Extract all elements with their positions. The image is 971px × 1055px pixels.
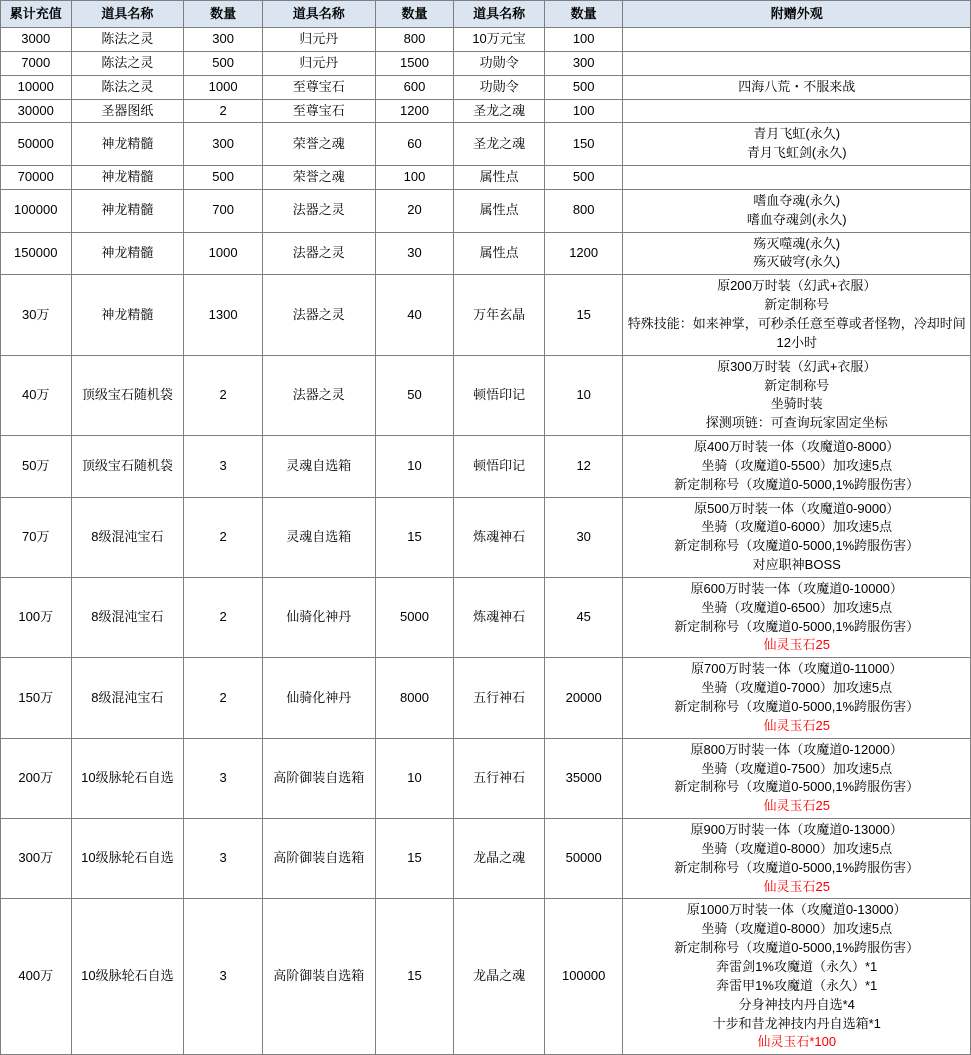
item-name-cell-3: 圣龙之魂 xyxy=(454,123,545,166)
bonus-line: 原1000万时装一体（攻魔道0-13000） xyxy=(686,902,907,918)
amount-cell: 150万 xyxy=(1,658,72,738)
quantity-cell-1: 2 xyxy=(184,497,263,577)
table-row xyxy=(1,738,971,818)
bonus-appearance-cell xyxy=(623,899,971,1055)
item-name-cell-3: 龙晶之魂 xyxy=(454,819,545,899)
table-body xyxy=(1,28,971,1055)
amount-cell: 100000 xyxy=(1,189,72,232)
item-name-cell-3: 五行神石 xyxy=(454,658,545,738)
bonus-line: 原900万时装一体（攻魔道0-13000） xyxy=(690,822,903,838)
bonus-line: 原200万时装（幻武+衣服） xyxy=(717,278,877,294)
item-name-cell-1: 8级混沌宝石 xyxy=(71,497,184,577)
item-name-cell-3: 龙晶之魂 xyxy=(454,899,545,1055)
quantity-cell-3: 800 xyxy=(544,189,623,232)
table-header xyxy=(1,1,971,28)
column-header-qty3: 数量 xyxy=(544,1,623,28)
item-name-cell-2: 荣誉之魂 xyxy=(262,123,375,166)
item-name-cell-1: 顶级宝石随机袋 xyxy=(71,436,184,498)
bonus-line: 坐骑（攻魔道0-7000）加攻速5点 xyxy=(701,680,893,696)
quantity-cell-1: 3 xyxy=(184,436,263,498)
quantity-cell-3: 100 xyxy=(544,28,623,52)
bonus-appearance-cell xyxy=(623,658,971,738)
bonus-line: 坐骑（攻魔道0-8000）加攻速5点 xyxy=(701,921,893,937)
bonus-appearance-cell xyxy=(623,497,971,577)
item-name-cell-3: 属性点 xyxy=(454,232,545,275)
bonus-line: 坐骑（攻魔道0-7500）加攻速5点 xyxy=(701,760,893,776)
amount-cell: 70万 xyxy=(1,497,72,577)
item-name-cell-3: 顿悟印记 xyxy=(454,436,545,498)
bonus-line: 坐骑（攻魔道0-8000）加攻速5点 xyxy=(701,840,893,856)
bonus-appearance-cell xyxy=(623,355,971,435)
table-row xyxy=(1,166,971,190)
item-name-cell-3: 属性点 xyxy=(454,166,545,190)
column-header-bonus: 附赠外观 xyxy=(623,1,971,28)
table-row xyxy=(1,75,971,99)
amount-cell: 150000 xyxy=(1,232,72,275)
quantity-cell-3: 45 xyxy=(544,577,623,657)
item-name-cell-1: 神龙精髓 xyxy=(71,232,184,275)
column-header-item2: 道具名称 xyxy=(262,1,375,28)
bonus-line: 青月飞虹(永久) xyxy=(753,126,841,142)
item-name-cell-2: 法器之灵 xyxy=(262,275,375,355)
quantity-cell-3: 100 xyxy=(544,99,623,123)
quantity-cell-2: 60 xyxy=(375,123,454,166)
bonus-appearance-cell xyxy=(623,166,971,190)
item-name-cell-1: 神龙精髓 xyxy=(71,275,184,355)
bonus-line-highlight: 仙灵玉石25 xyxy=(763,798,830,814)
bonus-line: 新定制称号 xyxy=(764,297,830,313)
bonus-appearance-cell xyxy=(623,75,971,99)
quantity-cell-3: 35000 xyxy=(544,738,623,818)
amount-cell: 200万 xyxy=(1,738,72,818)
quantity-cell-2: 10 xyxy=(375,436,454,498)
bonus-line: 对应职神BOSS xyxy=(752,557,841,573)
quantity-cell-1: 3 xyxy=(184,899,263,1055)
item-name-cell-1: 8级混沌宝石 xyxy=(71,658,184,738)
item-name-cell-1: 10级脉轮石自选 xyxy=(71,899,184,1055)
item-name-cell-2: 归元丹 xyxy=(262,28,375,52)
quantity-cell-1: 500 xyxy=(184,51,263,75)
amount-cell: 40万 xyxy=(1,355,72,435)
quantity-cell-3: 12 xyxy=(544,436,623,498)
quantity-cell-2: 1500 xyxy=(375,51,454,75)
quantity-cell-2: 800 xyxy=(375,28,454,52)
bonus-appearance-cell xyxy=(623,436,971,498)
item-name-cell-1: 10级脉轮石自选 xyxy=(71,819,184,899)
bonus-line: 探测项链：可查询玩家固定坐标 xyxy=(705,415,888,431)
amount-cell: 100万 xyxy=(1,577,72,657)
quantity-cell-3: 150 xyxy=(544,123,623,166)
table-row xyxy=(1,355,971,435)
quantity-cell-1: 3 xyxy=(184,738,263,818)
amount-cell: 30万 xyxy=(1,275,72,355)
item-name-cell-3: 功勋令 xyxy=(454,75,545,99)
header-row xyxy=(1,1,971,28)
item-name-cell-1: 10级脉轮石自选 xyxy=(71,738,184,818)
bonus-line: 坐骑时装 xyxy=(770,396,823,412)
bonus-line: 新定制称号（攻魔道0-5000,1%跨服伤害） xyxy=(674,538,920,554)
item-name-cell-2: 灵魂自选箱 xyxy=(262,497,375,577)
quantity-cell-3: 1200 xyxy=(544,232,623,275)
quantity-cell-1: 2 xyxy=(184,99,263,123)
table-row xyxy=(1,819,971,899)
quantity-cell-1: 3 xyxy=(184,819,263,899)
bonus-appearance-cell xyxy=(623,99,971,123)
item-name-cell-3: 炼魂神石 xyxy=(454,577,545,657)
item-name-cell-2: 高阶御装自选箱 xyxy=(262,738,375,818)
item-name-cell-3: 五行神石 xyxy=(454,738,545,818)
bonus-line: 嗜血夺魂(永久) xyxy=(753,192,841,208)
item-name-cell-3: 属性点 xyxy=(454,189,545,232)
quantity-cell-1: 300 xyxy=(184,123,263,166)
table-row xyxy=(1,577,971,657)
quantity-cell-2: 600 xyxy=(375,75,454,99)
bonus-appearance-cell xyxy=(623,189,971,232)
quantity-cell-3: 500 xyxy=(544,75,623,99)
bonus-line: 嗜血夺魂剑(永久) xyxy=(746,211,847,227)
bonus-line: 分身神技内丹自选*4 xyxy=(738,996,855,1012)
item-name-cell-3: 10万元宝 xyxy=(454,28,545,52)
bonus-line: 坐骑（攻魔道0-6000）加攻速5点 xyxy=(701,519,893,535)
quantity-cell-1: 1000 xyxy=(184,232,263,275)
table-row xyxy=(1,123,971,166)
quantity-cell-2: 5000 xyxy=(375,577,454,657)
table-row xyxy=(1,28,971,52)
item-name-cell-2: 高阶御装自选箱 xyxy=(262,899,375,1055)
quantity-cell-2: 20 xyxy=(375,189,454,232)
quantity-cell-3: 20000 xyxy=(544,658,623,738)
item-name-cell-2: 至尊宝石 xyxy=(262,75,375,99)
bonus-appearance-cell xyxy=(623,123,971,166)
quantity-cell-2: 15 xyxy=(375,899,454,1055)
quantity-cell-3: 15 xyxy=(544,275,623,355)
item-name-cell-3: 功勋令 xyxy=(454,51,545,75)
column-header-amount: 累计充值 xyxy=(1,1,72,28)
quantity-cell-1: 2 xyxy=(184,658,263,738)
item-name-cell-2: 灵魂自选箱 xyxy=(262,436,375,498)
bonus-line: 新定制称号（攻魔道0-5000,1%跨服伤害） xyxy=(674,618,920,634)
item-name-cell-3: 炼魂神石 xyxy=(454,497,545,577)
item-name-cell-3: 万年玄晶 xyxy=(454,275,545,355)
quantity-cell-1: 2 xyxy=(184,577,263,657)
bonus-line-highlight: 仙灵玉石25 xyxy=(763,637,830,653)
bonus-line: 四海八荒・不服来战 xyxy=(738,78,856,94)
table-row xyxy=(1,232,971,275)
table-row xyxy=(1,275,971,355)
bonus-line: 新定制称号（攻魔道0-5000,1%跨服伤害） xyxy=(674,940,920,956)
bonus-line: 奔雷剑1%攻魔道（永久）*1 xyxy=(716,958,878,974)
quantity-cell-3: 300 xyxy=(544,51,623,75)
amount-cell: 400万 xyxy=(1,899,72,1055)
quantity-cell-1: 2 xyxy=(184,355,263,435)
amount-cell: 70000 xyxy=(1,166,72,190)
table-row xyxy=(1,658,971,738)
bonus-line: 奔雷甲1%攻魔道（永久）*1 xyxy=(716,977,878,993)
bonus-appearance-cell xyxy=(623,232,971,275)
quantity-cell-2: 15 xyxy=(375,497,454,577)
bonus-line: 殇灭破穹(永久) xyxy=(753,254,841,270)
item-name-cell-3: 圣龙之魂 xyxy=(454,99,545,123)
item-name-cell-2: 高阶御装自选箱 xyxy=(262,819,375,899)
amount-cell: 30000 xyxy=(1,99,72,123)
bonus-line: 新定制称号（攻魔道0-5000,1%跨服伤害） xyxy=(674,699,920,714)
bonus-appearance-cell xyxy=(623,819,971,899)
bonus-line: 殇灭噬魂(永久) xyxy=(753,235,841,251)
quantity-cell-1: 500 xyxy=(184,166,263,190)
quantity-cell-2: 8000 xyxy=(375,658,454,738)
bonus-line-highlight: 仙灵玉石*100 xyxy=(757,1034,837,1050)
item-name-cell-1: 陈法之灵 xyxy=(71,75,184,99)
table-row xyxy=(1,51,971,75)
column-header-qty1: 数量 xyxy=(184,1,263,28)
bonus-appearance-cell xyxy=(623,28,971,52)
item-name-cell-2: 法器之灵 xyxy=(262,232,375,275)
quantity-cell-1: 300 xyxy=(184,28,263,52)
quantity-cell-2: 30 xyxy=(375,232,454,275)
quantity-cell-3: 10 xyxy=(544,355,623,435)
bonus-line: 新定制称号（攻魔道0-5000,1%跨服伤害） xyxy=(674,859,920,875)
bonus-line: 新定制称号 xyxy=(764,377,830,393)
table-row xyxy=(1,497,971,577)
amount-cell: 10000 xyxy=(1,75,72,99)
quantity-cell-3: 500 xyxy=(544,166,623,190)
quantity-cell-1: 1000 xyxy=(184,75,263,99)
bonus-line: 坐骑（攻魔道0-5500）加攻速5点 xyxy=(701,457,893,473)
item-name-cell-1: 8级混沌宝石 xyxy=(71,577,184,657)
item-name-cell-2: 仙骑化神丹 xyxy=(262,658,375,738)
amount-cell: 50万 xyxy=(1,436,72,498)
quantity-cell-3: 100000 xyxy=(544,899,623,1055)
quantity-cell-1: 1300 xyxy=(184,275,263,355)
bonus-line: 原600万时装一体（攻魔道0-10000） xyxy=(690,580,903,596)
bonus-line: 原300万时装（幻武+衣服） xyxy=(717,358,877,374)
amount-cell: 300万 xyxy=(1,819,72,899)
item-name-cell-2: 法器之灵 xyxy=(262,189,375,232)
bonus-appearance-cell xyxy=(623,51,971,75)
amount-cell: 3000 xyxy=(1,28,72,52)
column-header-item1: 道具名称 xyxy=(71,1,184,28)
column-header-qty2: 数量 xyxy=(375,1,454,28)
bonus-appearance-cell xyxy=(623,738,971,818)
item-name-cell-1: 陈法之灵 xyxy=(71,28,184,52)
column-header-item3: 道具名称 xyxy=(454,1,545,28)
bonus-line: 青月飞虹剑(永久) xyxy=(746,145,847,161)
bonus-line: 特殊技能：如来神掌，可秒杀任意至尊或者怪物，冷却时间12小时 xyxy=(627,315,966,350)
quantity-cell-2: 10 xyxy=(375,738,454,818)
bonus-line: 十步和昔龙神技内丹自选箱*1 xyxy=(712,1015,881,1031)
quantity-cell-1: 700 xyxy=(184,189,263,232)
bonus-line: 原800万时装一体（攻魔道0-12000） xyxy=(690,741,903,757)
item-name-cell-2: 归元丹 xyxy=(262,51,375,75)
amount-cell: 50000 xyxy=(1,123,72,166)
bonus-appearance-cell xyxy=(623,577,971,657)
item-name-cell-2: 荣誉之魂 xyxy=(262,166,375,190)
item-name-cell-1: 神龙精髓 xyxy=(71,123,184,166)
bonus-line: 原500万时装一体（攻魔道0-9000） xyxy=(694,500,900,516)
table-row xyxy=(1,899,971,1055)
quantity-cell-2: 15 xyxy=(375,819,454,899)
table-row xyxy=(1,99,971,123)
table-row xyxy=(1,436,971,498)
bonus-line: 新定制称号（攻魔道0-5000,1%跨服伤害） xyxy=(674,779,920,795)
bonus-line: 原700万时装一体（攻魔道0-11000） xyxy=(691,661,903,677)
bonus-line: 新定制称号（攻魔道0-5000,1%跨服伤害） xyxy=(674,476,920,492)
quantity-cell-2: 100 xyxy=(375,166,454,190)
bonus-appearance-cell xyxy=(623,275,971,355)
item-name-cell-2: 仙骑化神丹 xyxy=(262,577,375,657)
item-name-cell-2: 至尊宝石 xyxy=(262,99,375,123)
quantity-cell-3: 50000 xyxy=(544,819,623,899)
amount-cell: 7000 xyxy=(1,51,72,75)
item-name-cell-1: 神龙精髓 xyxy=(71,189,184,232)
item-name-cell-1: 陈法之灵 xyxy=(71,51,184,75)
bonus-line-highlight: 仙灵玉石25 xyxy=(763,717,830,733)
item-name-cell-3: 顿悟印记 xyxy=(454,355,545,435)
item-name-cell-1: 圣器图纸 xyxy=(71,99,184,123)
bonus-line: 坐骑（攻魔道0-6500）加攻速5点 xyxy=(701,599,893,615)
table-row xyxy=(1,189,971,232)
bonus-line-highlight: 仙灵玉石25 xyxy=(763,878,830,894)
quantity-cell-2: 40 xyxy=(375,275,454,355)
item-name-cell-2: 法器之灵 xyxy=(262,355,375,435)
bonus-line: 原400万时装一体（攻魔道0-8000） xyxy=(694,439,900,455)
quantity-cell-3: 30 xyxy=(544,497,623,577)
quantity-cell-2: 1200 xyxy=(375,99,454,123)
item-name-cell-1: 神龙精髓 xyxy=(71,166,184,190)
quantity-cell-2: 50 xyxy=(375,355,454,435)
item-name-cell-1: 顶级宝石随机袋 xyxy=(71,355,184,435)
